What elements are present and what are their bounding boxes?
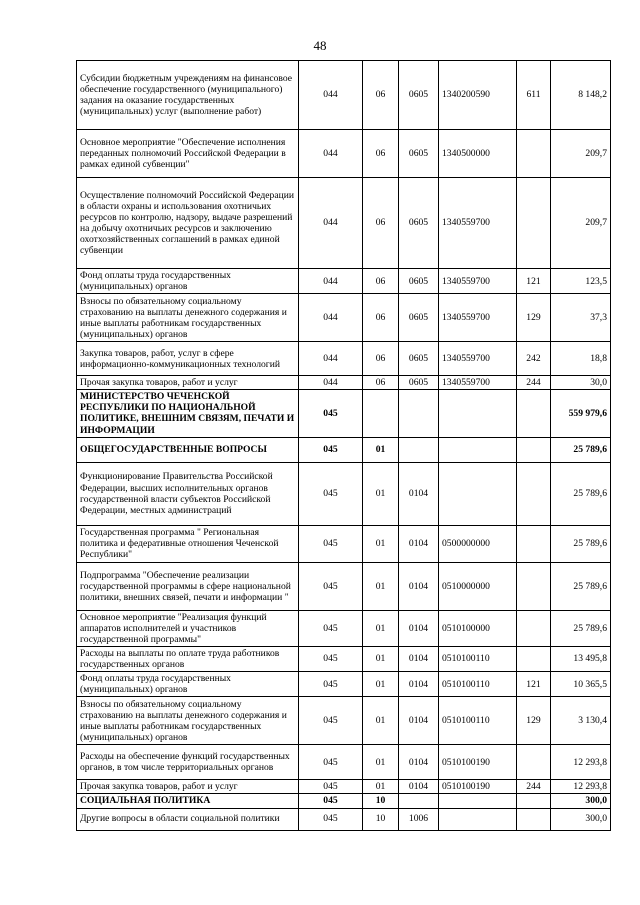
ministry-code-cell: 045 <box>299 697 363 745</box>
expense-name-cell: Прочая закупка товаров, работ и услуг <box>77 780 299 794</box>
table-row <box>77 610 611 646</box>
section-code-cell: 01 <box>363 697 399 745</box>
ministry-code-cell: 045 <box>299 610 363 646</box>
expense-name-cell: Государственная программа " Региональная политика и федеративные отношения Чеченской Республики" <box>77 525 299 562</box>
expense-type-cell: 121 <box>517 672 551 697</box>
expense-type-cell <box>517 437 551 462</box>
ministry-code-cell: 045 <box>299 780 363 794</box>
amount-cell: 12 293,8 <box>551 745 611 780</box>
section-code-cell: 01 <box>363 672 399 697</box>
target-article-cell: 0510100190 <box>439 780 517 794</box>
expense-name-cell: МИНИСТЕРСТВО ЧЕЧЕНСКОЙ РЕСПУБЛИКИ ПО НАЦИОНАЛЬНОЙ ПОЛИТИКЕ, ВНЕШНИМ СВЯЗЯМ, ПЕЧАТИ И ИНФОРМАЦИИ <box>77 390 299 437</box>
ministry-code-cell: 044 <box>299 376 363 390</box>
table-row <box>77 525 611 562</box>
section-code-cell: 10 <box>363 808 399 830</box>
subsection-code-cell <box>399 390 439 437</box>
ministry-code-cell: 044 <box>299 61 363 130</box>
expense-name-cell: Осуществление полномочий Российской Федерации в области охраны и использования охотничьих ресурсов по контролю, надзору, выдаче разрешений на добычу охотничьих ресурсов и заключению охотхозяйственных соглашений в рамках единой субвенции <box>77 178 299 269</box>
expense-type-cell <box>517 562 551 610</box>
amount-cell: 25 789,6 <box>551 610 611 646</box>
amount-cell: 18,8 <box>551 342 611 376</box>
target-article-cell: 1340500000 <box>439 130 517 178</box>
budget-table <box>76 60 611 831</box>
amount-cell: 123,5 <box>551 269 611 294</box>
ministry-code-cell: 045 <box>299 562 363 610</box>
expense-name-cell: Расходы на обеспечение функций государственных органов, в том числе территориальных органов <box>77 745 299 780</box>
section-code-cell: 01 <box>363 780 399 794</box>
target-article-cell: 0500000000 <box>439 525 517 562</box>
ministry-code-cell: 045 <box>299 437 363 462</box>
subsection-code-cell: 0104 <box>399 646 439 671</box>
amount-cell: 8 148,2 <box>551 61 611 130</box>
section-code-cell: 01 <box>363 437 399 462</box>
target-article-cell: 0510100110 <box>439 646 517 671</box>
table-row <box>77 697 611 745</box>
expense-name-cell: Другие вопросы в области социальной политики <box>77 808 299 830</box>
expense-name-cell: Взносы по обязательному социальному страхованию на выплаты денежного содержания и иные выплаты работникам государственных (муниципальных) органов <box>77 697 299 745</box>
amount-cell: 300,0 <box>551 794 611 808</box>
expense-type-cell: 244 <box>517 780 551 794</box>
target-article-cell <box>439 794 517 808</box>
subsection-code-cell: 0104 <box>399 462 439 525</box>
amount-cell: 209,7 <box>551 130 611 178</box>
amount-cell: 25 789,6 <box>551 462 611 525</box>
section-code-cell: 06 <box>363 294 399 342</box>
expense-type-cell <box>517 808 551 830</box>
expense-type-cell <box>517 646 551 671</box>
section-code-cell: 01 <box>363 610 399 646</box>
subsection-code-cell: 0104 <box>399 697 439 745</box>
expense-type-cell <box>517 390 551 437</box>
target-article-cell: 0510100110 <box>439 672 517 697</box>
amount-cell: 13 495,8 <box>551 646 611 671</box>
amount-cell: 25 789,6 <box>551 525 611 562</box>
section-code-cell: 06 <box>363 130 399 178</box>
target-article-cell <box>439 808 517 830</box>
expense-name-cell: Основное мероприятие "Обеспечение исполнения переданных полномочий Российской Федерации в рамках единой субвенции" <box>77 130 299 178</box>
target-article-cell: 1340559700 <box>439 294 517 342</box>
amount-cell: 25 789,6 <box>551 562 611 610</box>
section-code-cell: 01 <box>363 462 399 525</box>
amount-cell: 25 789,6 <box>551 437 611 462</box>
expense-type-cell: 242 <box>517 342 551 376</box>
ministry-code-cell: 044 <box>299 294 363 342</box>
target-article-cell: 1340559700 <box>439 342 517 376</box>
expense-type-cell: 121 <box>517 269 551 294</box>
ministry-code-cell: 045 <box>299 390 363 437</box>
expense-type-cell <box>517 130 551 178</box>
subsection-code-cell: 0605 <box>399 130 439 178</box>
table-row <box>77 437 611 462</box>
target-article-cell: 0510100190 <box>439 745 517 780</box>
expense-name-cell: Расходы на выплаты по оплате труда работников государственных органов <box>77 646 299 671</box>
expense-type-cell <box>517 178 551 269</box>
expense-type-cell <box>517 745 551 780</box>
section-code-cell <box>363 390 399 437</box>
section-code-cell: 06 <box>363 269 399 294</box>
amount-cell: 559 979,6 <box>551 390 611 437</box>
amount-cell: 3 130,4 <box>551 697 611 745</box>
target-article-cell <box>439 437 517 462</box>
target-article-cell: 1340559700 <box>439 376 517 390</box>
subsection-code-cell: 0605 <box>399 376 439 390</box>
section-code-cell: 06 <box>363 342 399 376</box>
expense-name-cell: Закупка товаров, работ, услуг в сфере информационно-коммуникационных технологий <box>77 342 299 376</box>
ministry-code-cell: 045 <box>299 462 363 525</box>
amount-cell: 12 293,8 <box>551 780 611 794</box>
subsection-code-cell: 1006 <box>399 808 439 830</box>
expense-name-cell: Основное мероприятие "Реализация функций аппаратов исполнителей и участников государственной программы" <box>77 610 299 646</box>
subsection-code-cell <box>399 794 439 808</box>
ministry-code-cell: 045 <box>299 808 363 830</box>
expense-name-cell: Фонд оплаты труда государственных (муниципальных) органов <box>77 269 299 294</box>
target-article-cell <box>439 390 517 437</box>
expense-name-cell: Функционирование Правительства Российской Федерации, высших исполнительных органов государственной власти субъектов Российской Федерации, местных администраций <box>77 462 299 525</box>
section-code-cell: 06 <box>363 178 399 269</box>
expense-type-cell <box>517 525 551 562</box>
amount-cell: 30,0 <box>551 376 611 390</box>
table-row <box>77 61 611 130</box>
ministry-code-cell: 044 <box>299 269 363 294</box>
table-row <box>77 794 611 808</box>
expense-type-cell <box>517 610 551 646</box>
subsection-code-cell: 0104 <box>399 780 439 794</box>
table-row <box>77 745 611 780</box>
subsection-code-cell: 0104 <box>399 525 439 562</box>
expense-name-cell: Прочая закупка товаров, работ и услуг <box>77 376 299 390</box>
target-article-cell: 1340559700 <box>439 269 517 294</box>
expense-name-cell: Подпрограмма "Обеспечение реализации государственной программы в сфере национальной политики, внешних связей, печати и информации " <box>77 562 299 610</box>
table-row <box>77 342 611 376</box>
table-row <box>77 294 611 342</box>
target-article-cell: 0510100000 <box>439 610 517 646</box>
ministry-code-cell: 045 <box>299 745 363 780</box>
expense-name-cell: Взносы по обязательному социальному страхованию на выплаты денежного содержания и иные выплаты работникам государственных (муниципальных) органов <box>77 294 299 342</box>
subsection-code-cell: 0605 <box>399 269 439 294</box>
amount-cell: 300,0 <box>551 808 611 830</box>
ministry-code-cell: 044 <box>299 178 363 269</box>
ministry-code-cell: 045 <box>299 672 363 697</box>
section-code-cell: 06 <box>363 61 399 130</box>
expense-name-cell: Субсидии бюджетным учреждениям на финансовое обеспечение государственного (муниципального) задания на оказание государственных (муниципальных) услуг (выполнение работ) <box>77 61 299 130</box>
subsection-code-cell: 0605 <box>399 178 439 269</box>
expense-type-cell <box>517 462 551 525</box>
amount-cell: 209,7 <box>551 178 611 269</box>
target-article-cell: 0510000000 <box>439 562 517 610</box>
ministry-code-cell: 045 <box>299 525 363 562</box>
target-article-cell: 0510100110 <box>439 697 517 745</box>
table-row <box>77 562 611 610</box>
section-code-cell: 06 <box>363 376 399 390</box>
table-row <box>77 376 611 390</box>
subsection-code-cell: 0605 <box>399 342 439 376</box>
table-row <box>77 269 611 294</box>
section-code-cell: 01 <box>363 525 399 562</box>
subsection-code-cell: 0104 <box>399 672 439 697</box>
subsection-code-cell: 0104 <box>399 745 439 780</box>
expense-type-cell <box>517 794 551 808</box>
table-row <box>77 672 611 697</box>
expense-type-cell: 244 <box>517 376 551 390</box>
amount-cell: 10 365,5 <box>551 672 611 697</box>
table-row <box>77 390 611 437</box>
table-row <box>77 780 611 794</box>
amount-cell: 37,3 <box>551 294 611 342</box>
table-row <box>77 130 611 178</box>
table-row <box>77 462 611 525</box>
section-code-cell: 10 <box>363 794 399 808</box>
table-row <box>77 178 611 269</box>
expense-name-cell: Фонд оплаты труда государственных (муниципальных) органов <box>77 672 299 697</box>
ministry-code-cell: 044 <box>299 130 363 178</box>
ministry-code-cell: 045 <box>299 646 363 671</box>
ministry-code-cell: 045 <box>299 794 363 808</box>
subsection-code-cell <box>399 437 439 462</box>
expense-type-cell: 129 <box>517 697 551 745</box>
subsection-code-cell: 0605 <box>399 294 439 342</box>
table-row <box>77 808 611 830</box>
subsection-code-cell: 0605 <box>399 61 439 130</box>
expense-type-cell: 129 <box>517 294 551 342</box>
expense-name-cell: ОБЩЕГОСУДАРСТВЕННЫЕ ВОПРОСЫ <box>77 437 299 462</box>
target-article-cell: 1340200590 <box>439 61 517 130</box>
section-code-cell: 01 <box>363 745 399 780</box>
subsection-code-cell: 0104 <box>399 562 439 610</box>
ministry-code-cell: 044 <box>299 342 363 376</box>
page-number: 48 <box>313 38 327 53</box>
section-code-cell: 01 <box>363 646 399 671</box>
target-article-cell <box>439 462 517 525</box>
expense-type-cell: 611 <box>517 61 551 130</box>
expense-name-cell: СОЦИАЛЬНАЯ ПОЛИТИКА <box>77 794 299 808</box>
budget-table-body <box>77 61 611 831</box>
subsection-code-cell: 0104 <box>399 610 439 646</box>
section-code-cell: 01 <box>363 562 399 610</box>
table-row <box>77 646 611 671</box>
target-article-cell: 1340559700 <box>439 178 517 269</box>
